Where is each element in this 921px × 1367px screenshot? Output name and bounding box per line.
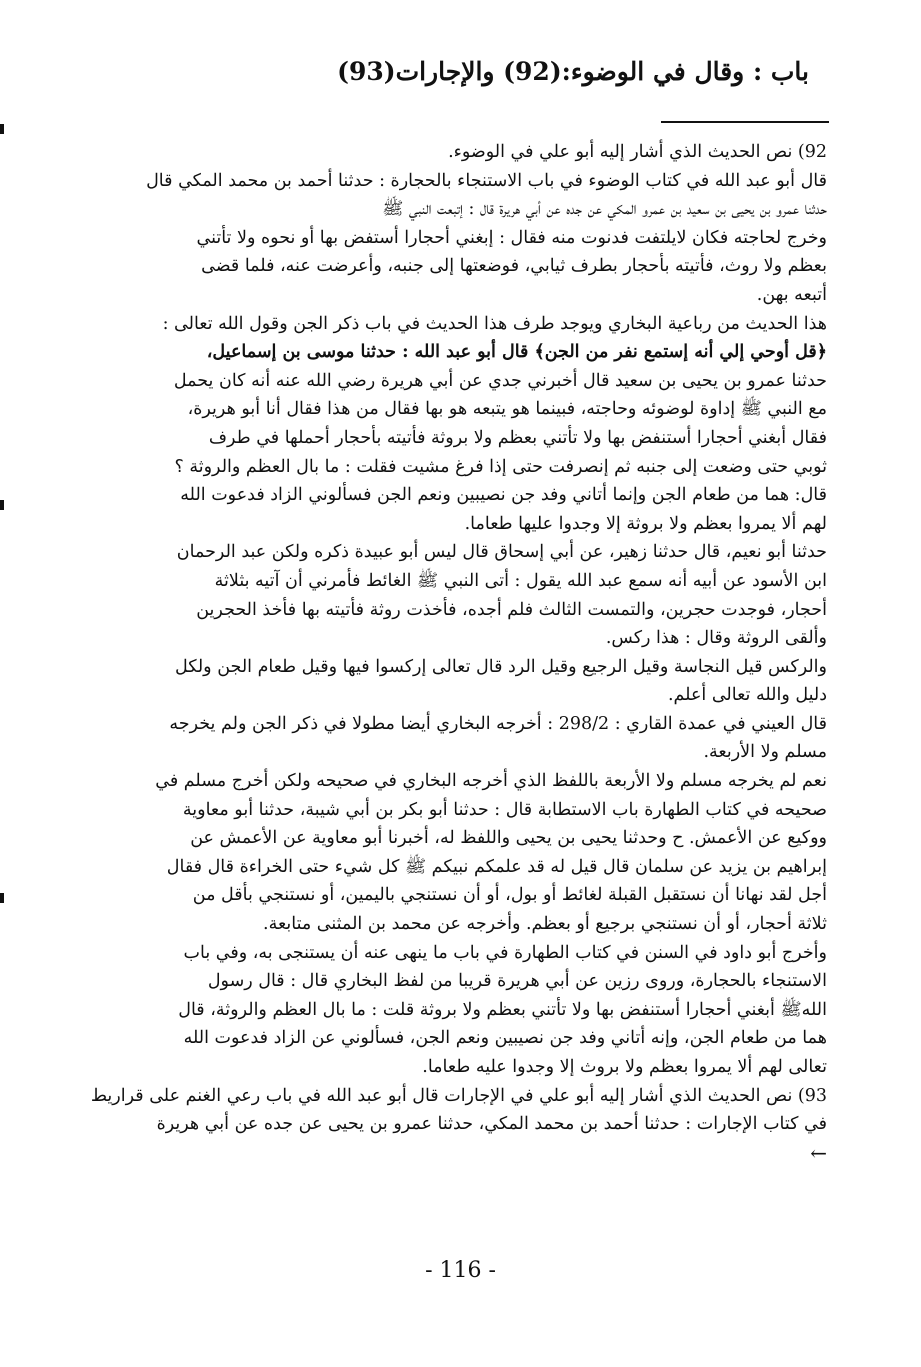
text-line: 92) نص الحديث الذي أشار إليه أبو علي في الوضوء. [448, 142, 827, 162]
text-line: إبراهيم بن يزيد عن سلمان قال قيل له قد علمكم نبيكم ﷺ كل شيء حتى الخراءة قال فقال [166, 856, 827, 877]
text-line: حدثنا عمرو بن يحيى بن سعيد بن عمرو المكي عن جده عن أبي هريرة قال : إتبعت النبي ﷺ [382, 199, 827, 220]
text-line: لهم ألا يمروا بعظم ولا بروثة إلا وجدوا عليها طعاما. [464, 513, 827, 534]
text-line: ثلاثة أحجار، أو أن نستنجي برجيع أو بعظم. وأخرجه عن محمد بن المثنى متابعة. [263, 914, 827, 935]
body-text [62, 138, 827, 1167]
text-line: قال: هما من طعام الجن وإنما أتاني وفد جن نصيبين ونعم الجن فسألوني الزاد فدعوت الله [180, 485, 827, 506]
text-line: فقال أبغني أحجارا أستنفض بها ولا تأتني بعظم ولا بروثة فأتيته بأحجار أحملها في طرف [208, 427, 827, 448]
text-line: تعالى لهم ألا يمروا بعظم ولا بروث إلا وجدوا عليه طعاما. [422, 1057, 827, 1077]
text-line: وأخرج أبو داود في السنن في كتاب الطهارة في باب ما ينهى عنه أن يستنجى به، وفي باب [183, 942, 827, 963]
text-line: أجل لقد نهانا أن نستقبل القبلة لغائط أو بول، أو أن نستنجي باليمين، أو نستنجي بأقل من [192, 885, 827, 906]
text-line: وألقى الروثة وقال : هذا ركس. [605, 628, 827, 649]
page-title: باب : وقال في الوضوء:(92) والإجارات(93) [337, 57, 809, 86]
text-line: مع النبي ﷺ إداوة لوضوئه وحاجته، فبينما هو يتبعه هو بها فقال من هذا فقال أنا أبو هريرة، [187, 399, 827, 420]
text-line: 93) نص الحديث الذي أشار إليه أبو علي في الإجارات قال أبو عبد الله في باب رعي الغنم على قراريط [90, 1085, 827, 1106]
text-line: قال العيني في عمدة القاري : 298/2 : أخرجه البخاري أيضا مطولا في ذكر الجن ولم يخرجه [169, 713, 827, 734]
page-number: - 116 - [425, 1258, 496, 1283]
binding-mark [0, 893, 4, 903]
text-line: بعظم ولا روث، فأتيته بأحجار بطرف ثيابي، فوضعتها إلى جنبه، وأعرضت عنه، فلما قضى [201, 256, 827, 277]
text-line: قال أبو عبد الله في كتاب الوضوء في باب الاستنجاء بالحجارة : حدثنا أحمد بن محمد المكي قال [146, 170, 827, 191]
continuation-arrow-icon: ← [810, 1140, 827, 1165]
binding-mark [0, 124, 4, 134]
text-line: نعم لم يخرجه مسلم ولا الأربعة باللفظ الذي أخرجه البخاري في صحيحه ولكن أخرج مسلم في [155, 771, 827, 792]
text-line: هذا الحديث من رباعية البخاري ويوجد طرف هذا الحديث في باب ذكر الجن وقول الله تعالى : [162, 313, 827, 334]
text-line: صحيحه في كتاب الطهارة باب الاستطابة قال : حدثنا أبو بكر بن أبي شيبة، حدثنا أبو معاوية [182, 799, 827, 820]
text-line: وخرج لحاجته فكان لايلتفت فدنوت منه فقال : إبغني أحجارا أستفض بها أو نحوه ولا تأتني [196, 227, 827, 248]
binding-mark [0, 500, 4, 510]
text-line: حدثنا عمرو بن يحيى بن سعيد قال أخبرني جدي عن أبي هريرة رضي الله عنه أنه كان يحمل [173, 370, 827, 391]
text-line: ثوبي حتى وضعت إلى جنبه ثم إنصرفت حتى إذا فرغ مشيت فقلت : ما بال العظم والروثة ؟ [174, 456, 827, 477]
text-line: دليل والله تعالى أعلم. [667, 685, 827, 706]
text-line: اللهﷺ أبغني أحجارا أستنفض بها ولا تأتني بعظم ولا بروثة قلت : ما بال العظم والروثة، قال [178, 999, 827, 1020]
text-line: في كتاب الإجارات : حدثنا أحمد بن محمد المكي، حدثنا عمرو بن يحيى عن جده عن أبي هريرة [156, 1114, 827, 1135]
text-line: هما من طعام الجن، وإنه أتاني وفد جن نصيبين ونعم الجن، فسألوني عن الزاد فدعوت الله [183, 1028, 827, 1049]
text-line: ابن الأسود عن أبيه أنه سمع عبد الله يقول : أتى النبي ﷺ الغائط فأمرني أن آتيه بثلاثة [214, 570, 827, 591]
text-line: الاستنجاء بالحجارة، وروى رزين عن أبي هريرة قريبا من لفظ البخاري قال : قال رسول [207, 971, 827, 992]
text-line: حدثنا أبو نعيم، قال حدثنا زهير، عن أبي إسحاق قال ليس أبو عبيدة ذكره ولكن عبد الرحمان [176, 542, 827, 563]
text-line: أتبعه بهن. [756, 284, 827, 305]
text-line: ووكيع عن الأعمش. ح وحدثنا يحيى بن يحيى واللفظ له، أخبرنا أبو معاوية عن الأعمش عن [190, 828, 827, 849]
text-line: ﴿قل أوحي إلي أنه إستمع نفر من الجن﴾ قال أبو عبد الله : حدثنا موسى بن إسماعيل، [206, 342, 827, 363]
text-line: مسلم ولا الأربعة. [703, 742, 827, 763]
text-line: أحجار، فوجدت حجرين، والتمست الثالث فلم أجده، فأخذت روثة فأتيته بها فأخذ الحجرين [196, 599, 827, 620]
title-underline [661, 121, 829, 123]
text-line: والركس قيل النجاسة وقيل الرجيع وقيل الرد قال تعالى إركسوا فيها وقيل طعام الجن ولكل [174, 656, 827, 677]
